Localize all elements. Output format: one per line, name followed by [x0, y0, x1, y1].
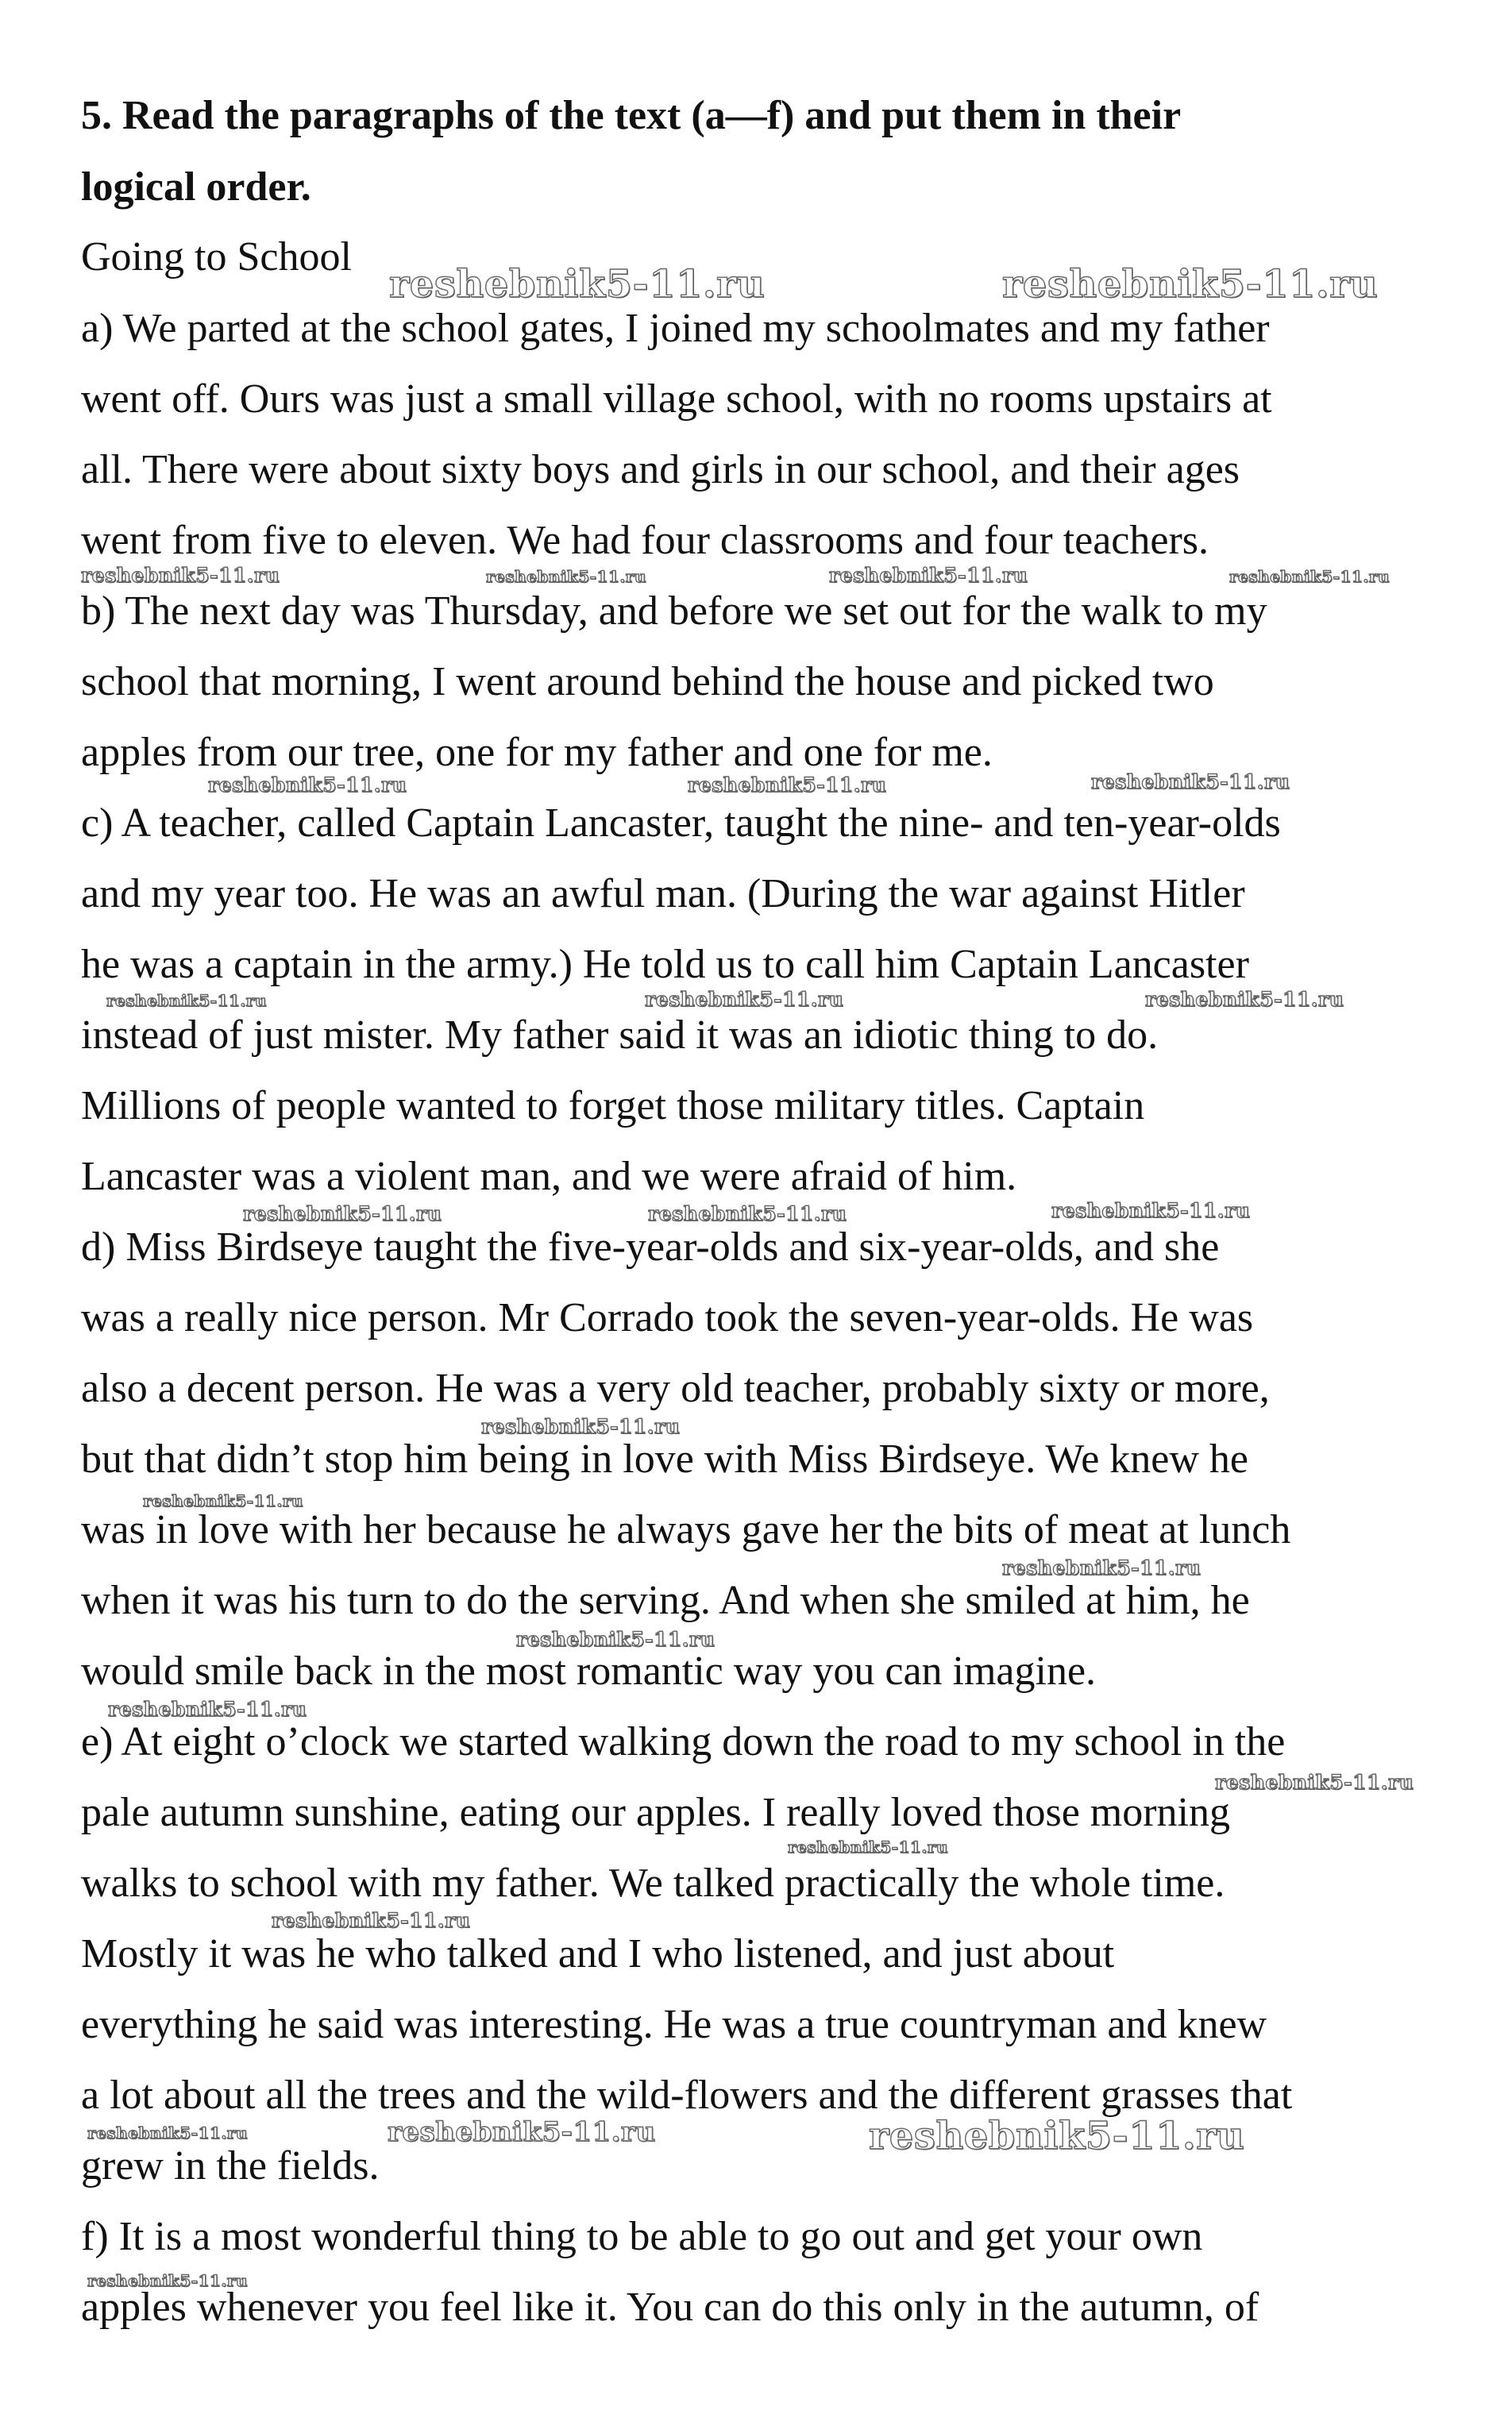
watermark: reshebnik5-11.ru [143, 1491, 303, 1510]
watermark: reshebnik5-11.ru [208, 773, 407, 796]
watermark: reshebnik5-11.ru [87, 2271, 248, 2290]
watermark: reshebnik5-11.ru [87, 2123, 248, 2142]
paragraph-d-line: but that didn’t stop him being in love with Miss Birdseye. We knew he [81, 1437, 1248, 1482]
watermark: reshebnik5-11.ru [688, 773, 887, 796]
paragraph-e-line: e) At eight o’clock we started walking down the road to my school in the [81, 1719, 1286, 1764]
watermark: reshebnik5-11.ru [645, 988, 844, 1011]
exercise-instruction-line-2: logical order. [81, 164, 311, 210]
paragraph-f-line: apples whenever you feel like it. You can do this only in the autumn, of [81, 2285, 1259, 2330]
watermark: reshebnik5-11.ru [1229, 567, 1390, 586]
watermark: reshebnik5-11.ru [1051, 1199, 1251, 1222]
watermark: reshebnik5-11.ru [486, 567, 646, 586]
watermark: reshebnik5-11.ru [516, 1628, 716, 1651]
watermark: reshebnik5-11.ru [1002, 1556, 1202, 1579]
paragraph-a-line: a) We parted at the school gates, I joined my schoolmates and my father [81, 306, 1270, 351]
paragraph-c-line: Lancaster was a violent man, and we were afraid of him. [81, 1154, 1017, 1199]
paragraph-d-line: would smile back in the most romantic way you can imagine. [81, 1649, 1097, 1694]
watermark: reshebnik5-11.ru [481, 1415, 681, 1438]
paragraph-e-line: pale autumn sunshine, eating our apples. I really loved those morning [81, 1790, 1230, 1835]
watermark: reshebnik5-11.ru [106, 991, 267, 1010]
paragraph-d-line: d) Miss Birdseye taught the five-year-olds and six-year-olds, and she [81, 1224, 1220, 1270]
paragraph-d-line: also a decent person. He was a very old teacher, probably sixty or more, [81, 1366, 1270, 1411]
paragraph-e-line: grew in the fields. [81, 2143, 380, 2189]
paragraph-a-line: went off. Ours was just a small village school, with no rooms upstairs at [81, 376, 1272, 422]
watermark: reshebnik5-11.ru [648, 1202, 847, 1225]
watermark: reshebnik5-11.ru [1215, 1771, 1414, 1794]
paragraph-d-line: was a really nice person. Mr Corrado took the seven-year-olds. He was [81, 1295, 1254, 1340]
paragraph-b-line: b) The next day was Thursday, and before we set out for the walk to my [81, 588, 1267, 634]
watermark: reshebnik5-11.ru [81, 564, 280, 587]
paragraph-b-line: school that morning, I went around behind the house and picked two [81, 659, 1214, 704]
text-title: Going to School [81, 234, 352, 280]
watermark: reshebnik5-11.ru [829, 564, 1028, 587]
paragraph-c-line: Millions of people wanted to forget those military titles. Captain [81, 1083, 1145, 1128]
paragraph-c-line: he was a captain in the army.) He told us to call him Captain Lancaster [81, 942, 1249, 987]
watermark: reshebnik5-11.ru [869, 2114, 1245, 2158]
exercise-instruction-line-1: 5. Read the paragraphs of the text (a—f) and put them in their [81, 93, 1182, 138]
watermark: reshebnik5-11.ru [1002, 262, 1379, 307]
paragraph-d-line: was in love with her because he always gave her the bits of meat at lunch [81, 1507, 1291, 1552]
paragraph-e-line: a lot about all the trees and the wild-flowers and the different grasses that [81, 2073, 1293, 2118]
paragraph-f-line: f) It is a most wonderful thing to be able to go out and get your own [81, 2214, 1203, 2259]
paragraph-e-line: everything he said was interesting. He was a true countryman and knew [81, 2002, 1267, 2047]
watermark: reshebnik5-11.ru [788, 1838, 948, 1857]
watermark: reshebnik5-11.ru [108, 1698, 307, 1721]
watermark: reshebnik5-11.ru [272, 1909, 471, 1932]
paragraph-c-line: and my year too. He was an awful man. (During the war against Hitler [81, 871, 1245, 916]
watermark: reshebnik5-11.ru [1145, 988, 1344, 1011]
watermark: reshebnik5-11.ru [389, 262, 766, 307]
paragraph-b-line: apples from our tree, one for my father and one for me. [81, 730, 993, 775]
paragraph-d-line: when it was his turn to do the serving. And when she smiled at him, he [81, 1578, 1250, 1623]
watermark: reshebnik5-11.ru [388, 2116, 656, 2148]
paragraph-c-line: instead of just mister. My father said it was an idiotic thing to do. [81, 1012, 1159, 1058]
paragraph-c-line: c) A teacher, called Captain Lancaster, taught the nine- and ten-year-olds [81, 800, 1281, 846]
watermark: reshebnik5-11.ru [1091, 770, 1290, 793]
paragraph-e-line: walks to school with my father. We talked practically the whole time. [81, 1861, 1225, 1906]
watermark: reshebnik5-11.ru [243, 1202, 442, 1225]
paragraph-a-line: went from five to eleven. We had four classrooms and four teachers. [81, 518, 1209, 563]
paragraph-a-line: all. There were about sixty boys and girls in our school, and their ages [81, 447, 1240, 492]
paragraph-e-line: Mostly it was he who talked and I who listened, and just about [81, 1931, 1115, 1976]
